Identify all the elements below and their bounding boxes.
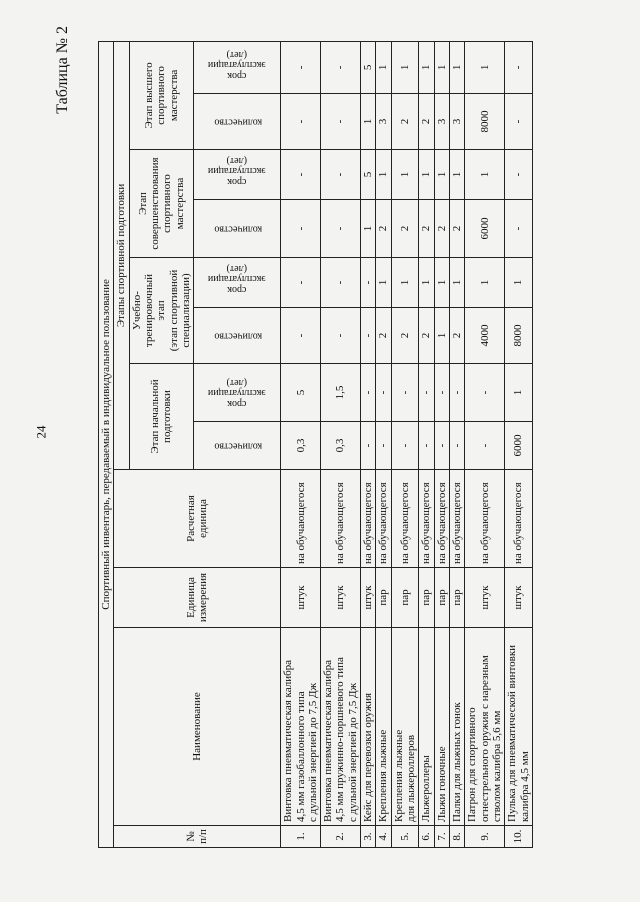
item-service-life: - [361,258,376,308]
table-title: Таблица № 2 [54,26,71,114]
header-stage-improvement: Этап совершенствования спортивного мастерства [129,150,194,258]
header-unit: Единица измерения [114,568,281,628]
item-quantity: 4000 [465,308,505,364]
header-number: № п/п [114,826,281,848]
table-row [321,41,361,847]
header-name: Наименование [114,628,281,826]
item-unit: штук [281,568,321,628]
item-quantity: - [376,422,391,470]
item-service-life: 1 [391,258,419,308]
item-service-life: - [376,364,391,422]
item-name: Крепления лыжные для лыжероллеров [391,628,419,826]
item-name: Лыжероллеры [419,628,434,826]
item-calc-unit: на обучающегося [434,470,449,568]
item-name: Патрон для спортивного огнестрельного оружия с нарезным стволом калибра 5,6 мм [465,628,505,826]
header-service-life: срок эксплуатации (лет) [194,41,281,93]
item-service-life: - [281,41,321,93]
item-quantity: 6000 [465,200,505,258]
item-quantity: 2 [391,308,419,364]
item-quantity: 2 [419,200,434,258]
table-row [434,41,449,847]
item-service-life: - [361,364,376,422]
item-quantity: 6000 [505,422,533,470]
item-calc-unit: на обучающегося [449,470,464,568]
item-calc-unit: на обучающегося [321,470,361,568]
item-service-life: 1 [419,41,434,93]
item-service-life: - [281,258,321,308]
item-quantity: - [449,422,464,470]
item-unit: штук [465,568,505,628]
row-number: 2. [321,826,361,848]
item-service-life: - [465,364,505,422]
row-number: 9. [465,826,505,848]
item-quantity: 1 [361,200,376,258]
item-service-life: 5 [361,150,376,200]
item-quantity: 0,3 [281,422,321,470]
item-calc-unit: на обучающегося [376,470,391,568]
item-service-life: - [281,150,321,200]
item-calc-unit: на обучающегося [505,470,533,568]
item-calc-unit: на обучающегося [465,470,505,568]
item-quantity: - [434,422,449,470]
item-service-life: 1 [376,41,391,93]
item-service-life: - [321,258,361,308]
item-calc-unit: на обучающегося [419,470,434,568]
row-number: 3. [361,826,376,848]
item-name: Лыжи гоночные [434,628,449,826]
page-number: 24 [33,425,49,439]
item-name: Винтовка пневматическая калибра 4,5 мм газобаллонного типа с дульной энергией до 7,5 Дж [281,628,321,826]
item-service-life: 1 [419,258,434,308]
item-service-life: - [321,150,361,200]
header-service-life: срок эксплуатации (лет) [194,150,281,200]
item-service-life: 1 [419,150,434,200]
item-quantity: 2 [449,200,464,258]
table-header-main: Спортивный инвентарь, передаваемый в индивидуальное пользование [99,41,114,847]
table-row [505,41,533,847]
item-service-life: 1 [465,150,505,200]
item-unit: пар [391,568,419,628]
item-service-life: 1 [376,150,391,200]
header-service-life: срок эксплуатации (лет) [194,364,281,422]
item-service-life: - [321,41,361,93]
item-service-life: 1 [505,364,533,422]
header-quantity: количество [194,200,281,258]
row-number: 7. [434,826,449,848]
row-number: 1. [281,826,321,848]
item-quantity: - [419,422,434,470]
header-stages: Этапы спортивной подготовки [114,41,129,469]
header-service-life: срок эксплуатации (лет) [194,258,281,308]
item-quantity: - [465,422,505,470]
item-service-life: 1 [434,41,449,93]
table-row [376,41,391,847]
item-service-life: - [391,364,419,422]
item-service-life: 1 [505,258,533,308]
item-unit: пар [419,568,434,628]
item-service-life: 1 [391,150,419,200]
row-number: 6. [419,826,434,848]
item-service-life: - [434,364,449,422]
item-quantity: 8000 [505,308,533,364]
item-quantity: 2 [376,200,391,258]
item-service-life: 1 [434,150,449,200]
item-service-life: 1,5 [321,364,361,422]
item-quantity: - [391,422,419,470]
row-number: 5. [391,826,419,848]
item-name: Пулька для пневматической винтовки калибра 4,5 мм [505,628,533,826]
header-quantity: количество [194,308,281,364]
inventory-table [98,41,533,848]
item-quantity: 2 [419,308,434,364]
item-quantity: 1 [434,308,449,364]
table-row [361,41,376,847]
item-quantity: 3 [376,94,391,150]
item-unit: пар [449,568,464,628]
item-quantity: 2 [391,200,419,258]
item-service-life: - [449,364,464,422]
item-quantity: - [281,94,321,150]
header-calc-unit: Расчетная единица [114,470,281,568]
row-number: 10. [505,826,533,848]
table-row [465,41,505,847]
item-quantity: - [321,308,361,364]
item-service-life: 1 [449,41,464,93]
item-quantity: - [281,200,321,258]
row-number: 8. [449,826,464,848]
item-service-life: - [505,150,533,200]
item-name: Крепления лыжные [376,628,391,826]
item-name: Палки для лыжных гонок [449,628,464,826]
header-quantity: количество [194,94,281,150]
item-service-life: 5 [361,41,376,93]
item-quantity: - [361,308,376,364]
row-number: 4. [376,826,391,848]
item-service-life: 5 [281,364,321,422]
header-stage-higher: Этап высшего спортивного мастерства [129,41,194,149]
item-calc-unit: на обучающегося [281,470,321,568]
item-calc-unit: на обучающегося [361,470,376,568]
header-stage-training: Учебно- тренировочный этап (этап спортивной специализации) [129,258,194,364]
item-quantity: 2 [376,308,391,364]
item-quantity: 2 [391,94,419,150]
item-service-life: 1 [449,258,464,308]
item-quantity: 2 [419,94,434,150]
item-quantity: - [505,94,533,150]
item-unit: штук [505,568,533,628]
header-quantity: количество [194,422,281,470]
item-name: Кейс для перевозки оружия [361,628,376,826]
item-unit: пар [434,568,449,628]
item-quantity: - [321,200,361,258]
table-row [281,41,321,847]
item-service-life: 1 [449,150,464,200]
item-quantity: 3 [434,94,449,150]
item-quantity: 2 [449,308,464,364]
table-row [449,41,464,847]
item-service-life: - [505,41,533,93]
item-quantity: - [321,94,361,150]
item-quantity: - [281,308,321,364]
item-service-life: 1 [465,258,505,308]
item-unit: штук [321,568,361,628]
item-unit: пар [376,568,391,628]
item-quantity: 8000 [465,94,505,150]
table-row [419,41,434,847]
item-quantity: 1 [361,94,376,150]
item-service-life: 1 [465,41,505,93]
item-quantity: 0,3 [321,422,361,470]
item-service-life: 1 [376,258,391,308]
item-service-life: 1 [434,258,449,308]
item-quantity: 3 [449,94,464,150]
item-calc-unit: на обучающегося [391,470,419,568]
header-stage-initial: Этап начальной подготовки [129,364,194,470]
item-quantity: - [361,422,376,470]
item-service-life: - [419,364,434,422]
item-service-life: 1 [391,41,419,93]
item-quantity: - [505,200,533,258]
table-row [391,41,419,847]
item-name: Винтовка пневматическая калибра 4,5 мм пружинно-поршневого типа с дульной энергией до 7,5 Дж [321,628,361,826]
item-unit: штук [361,568,376,628]
item-quantity: 2 [434,200,449,258]
